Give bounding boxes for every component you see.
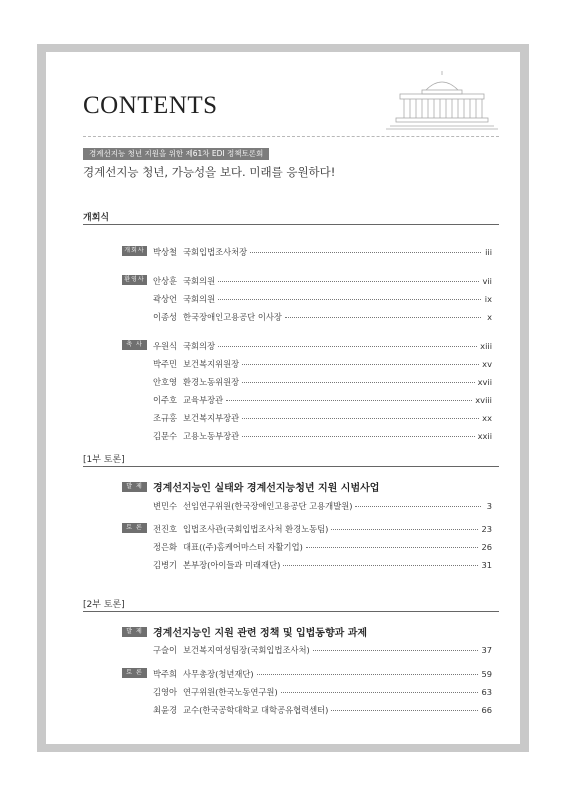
contents-page bbox=[46, 52, 520, 744]
opening-badge: 개회사 bbox=[122, 246, 147, 256]
toc-entry[interactable]: 전진호 입법조사관(국회입법조사처 환경노동팀) 23 bbox=[153, 524, 492, 534]
leader-dots bbox=[331, 710, 478, 711]
leader-dots bbox=[313, 650, 479, 651]
part2-divider bbox=[83, 611, 499, 612]
part1-discussion-badge: 토 론 bbox=[122, 523, 147, 533]
toc-entry[interactable]: 김영아 연구위원(한국노동연구원) 63 bbox=[153, 687, 492, 697]
page-title: CONTENTS bbox=[83, 92, 218, 119]
toc-entry[interactable]: 이주호 교육부장관 xviii bbox=[153, 395, 492, 405]
leader-dots bbox=[355, 506, 481, 507]
toc-entry[interactable]: 구슬이 보건복지여성팀장(국회입법조사처) 37 bbox=[153, 645, 492, 655]
toc-entry[interactable]: 김병기 본부장(아이들과 미래재단) 31 bbox=[153, 560, 492, 570]
toc-entry[interactable]: 우원식 국회의장 xiii bbox=[153, 341, 492, 351]
event-subtitle: 경계선지능 청년, 가능성을 보다. 미래를 응원하다! bbox=[83, 165, 336, 179]
event-banner: 경계선지능 청년 지원을 위한 제61차 EDI 정책토론회 bbox=[83, 148, 269, 160]
toc-entry[interactable]: 김문수 고용노동부장관 xxii bbox=[153, 431, 492, 441]
page-frame bbox=[37, 44, 529, 752]
leader-dots bbox=[306, 547, 479, 548]
opening-heading: 개회식 bbox=[83, 213, 110, 223]
national-assembly-building-icon bbox=[386, 70, 498, 130]
part2-discussion-badge: 토 론 bbox=[122, 668, 147, 678]
toc-entry[interactable]: 박주희 사무총장(청년재단) 59 bbox=[153, 669, 492, 679]
leader-dots bbox=[242, 418, 479, 419]
toc-entry[interactable]: 곽상언 국회의원 ix bbox=[153, 294, 492, 304]
toc-entry[interactable]: 최윤경 교수(한국공학대학교 대학공유협력센터) 66 bbox=[153, 705, 492, 715]
congrats-badge: 축 사 bbox=[122, 340, 147, 350]
leader-dots bbox=[250, 252, 481, 253]
toc-entry[interactable]: 정은화 대표((주)홈케어마스터 자활기업) 26 bbox=[153, 542, 492, 552]
leader-dots bbox=[218, 346, 477, 347]
toc-entry[interactable]: 박상철 국회입법조사처장 iii bbox=[153, 247, 492, 257]
leader-dots bbox=[242, 364, 479, 365]
leader-dots bbox=[331, 529, 478, 530]
toc-entry[interactable]: 이종성 한국장애인고용공단 이사장 x bbox=[153, 312, 492, 322]
toc-entry[interactable]: 변민수 선임연구위원(한국장애인고용공단 고용개발원) 3 bbox=[153, 501, 492, 511]
toc-entry[interactable]: 조규홍 보건복지부장관 xx bbox=[153, 413, 492, 423]
leader-dots bbox=[226, 400, 472, 401]
leader-dots bbox=[281, 692, 479, 693]
part1-heading: [1부 토론] bbox=[83, 455, 125, 465]
leader-dots bbox=[285, 317, 481, 318]
leader-dots bbox=[242, 382, 474, 383]
welcome-badge: 환영사 bbox=[122, 275, 147, 285]
leader-dots bbox=[218, 299, 481, 300]
part2-presentation-badge: 발 제 bbox=[122, 627, 147, 637]
toc-entry[interactable]: 안상훈 국회의원 vii bbox=[153, 276, 492, 286]
toc-entry[interactable]: 안호영 환경노동위원장 xvii bbox=[153, 377, 492, 387]
opening-divider bbox=[83, 224, 499, 225]
header-divider bbox=[83, 136, 499, 137]
part2-topic: 경계선지능인 지원 관련 정책 및 입법동향과 과제 bbox=[153, 628, 368, 639]
part2-heading: [2부 토론] bbox=[83, 600, 125, 610]
leader-dots bbox=[283, 565, 478, 566]
part1-topic: 경계선지능인 실태와 경계선지능청년 지원 시범사업 bbox=[153, 483, 380, 494]
leader-dots bbox=[218, 281, 479, 282]
leader-dots bbox=[257, 674, 479, 675]
part1-presentation-badge: 발 제 bbox=[122, 482, 147, 492]
leader-dots bbox=[242, 436, 474, 437]
part1-divider bbox=[83, 466, 499, 467]
toc-entry[interactable]: 박주민 보건복지위원장 xv bbox=[153, 359, 492, 369]
